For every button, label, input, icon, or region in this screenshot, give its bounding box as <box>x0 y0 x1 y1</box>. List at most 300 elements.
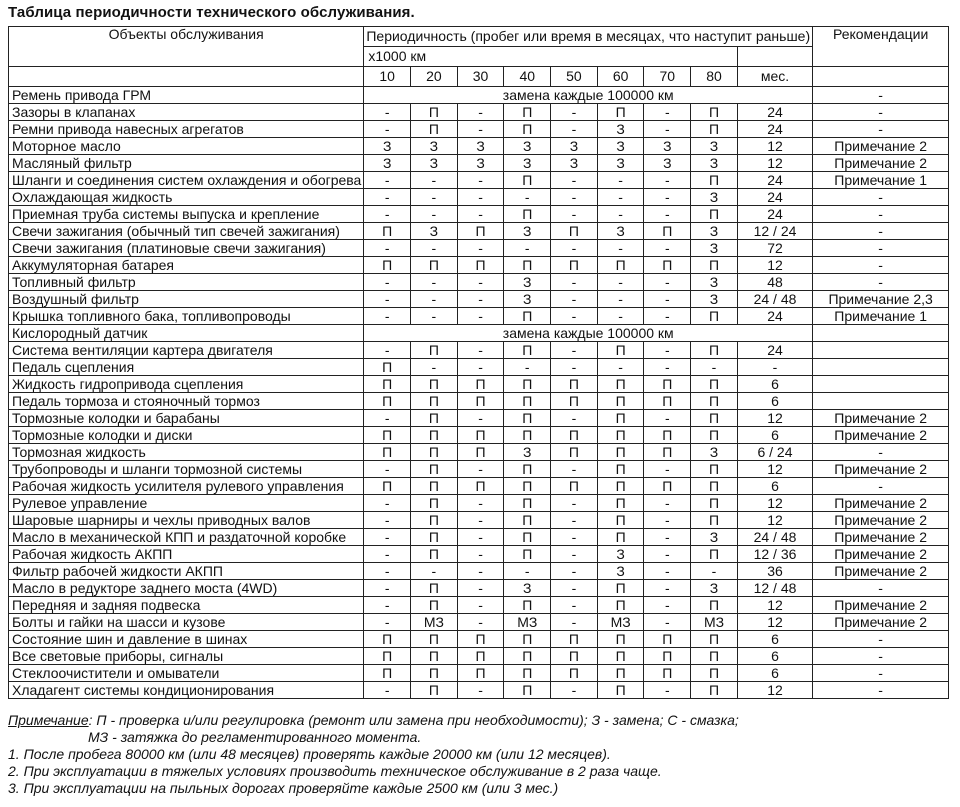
row-interval-cell: МЗ <box>597 614 644 631</box>
row-months-cell: 24 <box>737 206 812 223</box>
row-interval-cell: П <box>411 665 458 682</box>
row-interval-cell: З <box>691 529 738 546</box>
row-span-note: замена каждые 100000 км <box>364 87 813 104</box>
row-interval-cell: - <box>457 682 504 699</box>
row-months-cell: 72 <box>737 240 812 257</box>
row-months-cell: 6 <box>737 665 812 682</box>
row-interval-cell: П <box>504 376 551 393</box>
row-span-note: замена каждые 100000 км <box>364 325 813 342</box>
row-recommendation <box>813 325 949 342</box>
row-interval-cell: - <box>364 308 411 325</box>
row-interval-cell: П <box>457 257 504 274</box>
row-interval-cell: П <box>411 104 458 121</box>
row-interval-cell: - <box>551 580 598 597</box>
table-row <box>9 529 949 546</box>
row-recommendation <box>813 393 949 410</box>
row-object-name: Все световые приборы, сигналы <box>9 648 364 665</box>
row-interval-cell: - <box>457 614 504 631</box>
row-interval-cell: - <box>457 461 504 478</box>
row-object-name: Аккумуляторная батарея <box>9 257 364 274</box>
table-row <box>9 240 949 257</box>
row-interval-cell: - <box>411 563 458 580</box>
row-interval-cell: П <box>411 529 458 546</box>
row-months-cell: 12 <box>737 495 812 512</box>
row-recommendation: - <box>813 257 949 274</box>
row-interval-cell: МЗ <box>691 614 738 631</box>
row-interval-cell: П <box>504 495 551 512</box>
row-interval-cell: - <box>551 682 598 699</box>
table-row <box>9 325 949 342</box>
row-interval-cell: П <box>457 478 504 495</box>
row-interval-cell: - <box>644 291 691 308</box>
row-interval-cell: П <box>364 393 411 410</box>
row-interval-cell: - <box>551 121 598 138</box>
row-interval-cell: П <box>691 393 738 410</box>
row-interval-cell: - <box>551 597 598 614</box>
row-object-name: Воздушный фильтр <box>9 291 364 308</box>
row-interval-cell: П <box>504 682 551 699</box>
notes-legend-1: : П - проверка и/или регулировка (ремонт или замена при необходимости); З - замена; С - смазка; <box>88 712 739 728</box>
row-interval-cell: - <box>457 308 504 325</box>
row-interval-cell: - <box>597 189 644 206</box>
row-object-name: Трубопроводы и шланги тормозной системы <box>9 461 364 478</box>
row-recommendation: Примечание 2 <box>813 155 949 172</box>
row-interval-cell: - <box>644 512 691 529</box>
row-interval-cell: - <box>644 359 691 376</box>
row-interval-cell: П <box>364 427 411 444</box>
row-interval-cell: П <box>551 648 598 665</box>
row-interval-cell: П <box>644 376 691 393</box>
row-interval-cell: П <box>504 410 551 427</box>
row-interval-cell: - <box>504 240 551 257</box>
row-interval-cell: - <box>551 240 598 257</box>
row-interval-cell: П <box>691 665 738 682</box>
row-interval-cell: - <box>504 563 551 580</box>
row-interval-cell: - <box>551 495 598 512</box>
row-interval-cell: П <box>457 393 504 410</box>
row-interval-cell: П <box>644 223 691 240</box>
row-months-cell: 12 <box>737 682 812 699</box>
row-months-cell: 24 <box>737 172 812 189</box>
table-row <box>9 393 949 410</box>
table-row <box>9 189 949 206</box>
row-interval-cell: З <box>691 223 738 240</box>
row-recommendation: - <box>813 648 949 665</box>
table-row <box>9 223 949 240</box>
row-interval-cell: П <box>691 478 738 495</box>
row-object-name: Топливный фильтр <box>9 274 364 291</box>
row-recommendation: Примечание 2 <box>813 495 949 512</box>
row-object-name: Стеклоочистители и омыватели <box>9 665 364 682</box>
row-interval-cell: П <box>411 478 458 495</box>
table-row <box>9 614 949 631</box>
row-interval-cell: З <box>504 580 551 597</box>
row-object-name: Шланги и соединения систем охлаждения и обогрева <box>9 172 364 189</box>
row-interval-cell: - <box>364 172 411 189</box>
row-months-cell: 24 <box>737 342 812 359</box>
row-interval-cell: - <box>364 580 411 597</box>
row-interval-cell: П <box>364 444 411 461</box>
header-interval: 20 <box>411 67 458 87</box>
row-interval-cell: - <box>551 189 598 206</box>
row-interval-cell: - <box>364 104 411 121</box>
row-interval-cell: - <box>597 359 644 376</box>
row-interval-cell: - <box>644 563 691 580</box>
row-object-name: Зазоры в клапанах <box>9 104 364 121</box>
row-interval-cell: П <box>691 172 738 189</box>
row-interval-cell: П <box>457 427 504 444</box>
row-interval-cell: - <box>364 614 411 631</box>
row-interval-cell: П <box>457 444 504 461</box>
row-interval-cell: П <box>364 359 411 376</box>
row-interval-cell: - <box>364 563 411 580</box>
row-recommendation: Примечание 2 <box>813 597 949 614</box>
row-interval-cell: - <box>691 359 738 376</box>
row-recommendation: - <box>813 444 949 461</box>
header-interval: 80 <box>691 67 738 87</box>
row-interval-cell: П <box>504 121 551 138</box>
row-interval-cell: П <box>644 257 691 274</box>
row-months-cell: 36 <box>737 563 812 580</box>
row-interval-cell: П <box>691 682 738 699</box>
header-km-unit: x1000 км <box>364 47 738 67</box>
header-rec-blank <box>813 67 949 87</box>
row-object-name: Педаль сцепления <box>9 359 364 376</box>
header-months-label: мес. <box>737 67 812 87</box>
table-row <box>9 546 949 563</box>
row-interval-cell: П <box>457 223 504 240</box>
row-interval-cell: - <box>457 342 504 359</box>
row-interval-cell: З <box>364 138 411 155</box>
row-interval-cell: - <box>644 597 691 614</box>
row-interval-cell: З <box>691 138 738 155</box>
row-interval-cell: - <box>597 274 644 291</box>
row-interval-cell: П <box>691 121 738 138</box>
row-interval-cell: - <box>411 189 458 206</box>
row-interval-cell: - <box>457 274 504 291</box>
row-interval-cell: - <box>551 529 598 546</box>
row-interval-cell: П <box>411 682 458 699</box>
row-interval-cell: - <box>644 206 691 223</box>
row-recommendation: - <box>813 631 949 648</box>
row-object-name: Система вентиляции картера двигателя <box>9 342 364 359</box>
row-interval-cell: П <box>597 376 644 393</box>
row-interval-cell: - <box>644 189 691 206</box>
row-interval-cell: - <box>644 104 691 121</box>
row-interval-cell: З <box>411 223 458 240</box>
row-interval-cell: П <box>411 580 458 597</box>
table-row <box>9 563 949 580</box>
row-interval-cell: З <box>504 274 551 291</box>
row-interval-cell: - <box>364 512 411 529</box>
row-interval-cell: - <box>551 359 598 376</box>
row-object-name: Тормозная жидкость <box>9 444 364 461</box>
row-interval-cell: П <box>551 631 598 648</box>
row-interval-cell: П <box>644 478 691 495</box>
row-interval-cell: П <box>411 461 458 478</box>
row-interval-cell: П <box>504 665 551 682</box>
row-interval-cell: З <box>504 155 551 172</box>
row-interval-cell: П <box>364 478 411 495</box>
row-object-name: Рабочая жидкость АКПП <box>9 546 364 563</box>
row-interval-cell: - <box>364 342 411 359</box>
row-interval-cell: З <box>691 189 738 206</box>
row-object-name: Фильтр рабочей жидкости АКПП <box>9 563 364 580</box>
row-interval-cell: П <box>504 308 551 325</box>
row-object-name: Ремни привода навесных агрегатов <box>9 121 364 138</box>
row-interval-cell: З <box>411 155 458 172</box>
row-interval-cell: П <box>597 597 644 614</box>
table-row <box>9 682 949 699</box>
row-months-cell: 6 <box>737 631 812 648</box>
row-interval-cell: - <box>411 240 458 257</box>
row-interval-cell: П <box>504 546 551 563</box>
row-interval-cell: - <box>597 206 644 223</box>
row-months-cell: 12 / 36 <box>737 546 812 563</box>
row-interval-cell: П <box>457 631 504 648</box>
row-recommendation: Примечание 2 <box>813 512 949 529</box>
row-recommendation <box>813 376 949 393</box>
row-interval-cell: П <box>691 342 738 359</box>
row-interval-cell: П <box>691 410 738 427</box>
row-interval-cell: П <box>504 631 551 648</box>
row-months-cell: 24 / 48 <box>737 529 812 546</box>
row-interval-cell: З <box>691 155 738 172</box>
maintenance-table <box>8 26 949 699</box>
table-row <box>9 308 949 325</box>
row-interval-cell: П <box>504 512 551 529</box>
row-interval-cell: П <box>411 648 458 665</box>
row-interval-cell: З <box>597 563 644 580</box>
row-interval-cell: П <box>551 665 598 682</box>
row-interval-cell: П <box>504 206 551 223</box>
header-row-1 <box>9 27 949 47</box>
row-interval-cell: - <box>644 172 691 189</box>
row-object-name: Тормозные колодки и барабаны <box>9 410 364 427</box>
row-object-name: Масляный фильтр <box>9 155 364 172</box>
row-interval-cell: З <box>597 138 644 155</box>
row-interval-cell: П <box>411 597 458 614</box>
row-interval-cell: - <box>411 274 458 291</box>
row-object-name: Масло в редукторе заднего моста (4WD) <box>9 580 364 597</box>
table-row <box>9 155 949 172</box>
row-interval-cell: П <box>411 427 458 444</box>
row-interval-cell: З <box>691 274 738 291</box>
row-interval-cell: - <box>411 359 458 376</box>
row-interval-cell: П <box>691 512 738 529</box>
header-interval: 10 <box>364 67 411 87</box>
row-interval-cell: - <box>644 614 691 631</box>
row-interval-cell: - <box>551 614 598 631</box>
row-months-cell: 48 <box>737 274 812 291</box>
table-row <box>9 121 949 138</box>
row-recommendation: - <box>813 274 949 291</box>
table-row <box>9 87 949 104</box>
row-interval-cell: З <box>504 444 551 461</box>
row-interval-cell: - <box>597 240 644 257</box>
table-row <box>9 597 949 614</box>
row-interval-cell: МЗ <box>504 614 551 631</box>
row-interval-cell: П <box>691 597 738 614</box>
note-2: 2. При эксплуатации в тяжелых условиях производить техническое обслуживание в 2 раза чаще. <box>8 763 662 779</box>
row-months-cell: 24 <box>737 189 812 206</box>
row-months-cell: 6 <box>737 427 812 444</box>
row-months-cell: 24 / 48 <box>737 291 812 308</box>
row-recommendation <box>813 342 949 359</box>
row-interval-cell: З <box>457 155 504 172</box>
row-interval-cell: З <box>691 580 738 597</box>
row-interval-cell: П <box>364 376 411 393</box>
row-interval-cell: - <box>597 291 644 308</box>
table-row <box>9 444 949 461</box>
row-interval-cell: П <box>504 648 551 665</box>
header-row-3 <box>9 67 949 87</box>
table-row <box>9 104 949 121</box>
row-object-name: Передняя и задняя подвеска <box>9 597 364 614</box>
row-interval-cell: П <box>597 682 644 699</box>
row-interval-cell: П <box>597 631 644 648</box>
row-interval-cell: - <box>364 529 411 546</box>
row-interval-cell: П <box>411 546 458 563</box>
row-interval-cell: З <box>691 291 738 308</box>
row-interval-cell: - <box>644 274 691 291</box>
row-interval-cell: - <box>551 461 598 478</box>
row-interval-cell: - <box>644 461 691 478</box>
table-row <box>9 291 949 308</box>
row-recommendation: Примечание 2,3 <box>813 291 949 308</box>
row-interval-cell: - <box>551 546 598 563</box>
header-objects: Объекты обслуживания <box>9 27 364 67</box>
row-recommendation <box>813 359 949 376</box>
row-interval-cell: П <box>411 376 458 393</box>
row-interval-cell: - <box>411 206 458 223</box>
row-interval-cell: П <box>597 427 644 444</box>
row-recommendation: Примечание 2 <box>813 410 949 427</box>
row-recommendation: Примечание 2 <box>813 138 949 155</box>
row-interval-cell: П <box>644 665 691 682</box>
row-interval-cell: П <box>504 597 551 614</box>
row-interval-cell: П <box>551 393 598 410</box>
row-interval-cell: - <box>364 291 411 308</box>
row-interval-cell: - <box>504 359 551 376</box>
row-interval-cell: - <box>597 172 644 189</box>
row-interval-cell: П <box>411 512 458 529</box>
table-row <box>9 580 949 597</box>
row-months-cell: 12 <box>737 614 812 631</box>
row-interval-cell: - <box>457 359 504 376</box>
row-object-name: Педаль тормоза и стояночный тормоз <box>9 393 364 410</box>
notes-legend-2: МЗ - затяжка до регламентированного момента. <box>88 729 422 745</box>
row-interval-cell: З <box>551 138 598 155</box>
row-interval-cell: П <box>597 512 644 529</box>
row-months-cell: 12 <box>737 410 812 427</box>
row-interval-cell: - <box>644 546 691 563</box>
row-object-name: Рулевое управление <box>9 495 364 512</box>
table-row <box>9 512 949 529</box>
row-interval-cell: П <box>691 495 738 512</box>
row-interval-cell: П <box>364 223 411 240</box>
row-interval-cell: - <box>457 563 504 580</box>
row-interval-cell: З <box>644 138 691 155</box>
row-interval-cell: МЗ <box>411 614 458 631</box>
header-interval: 30 <box>457 67 504 87</box>
row-interval-cell: П <box>411 444 458 461</box>
row-interval-cell: - <box>644 495 691 512</box>
row-interval-cell: - <box>364 410 411 427</box>
row-recommendation: Примечание 2 <box>813 546 949 563</box>
row-interval-cell: - <box>364 597 411 614</box>
row-interval-cell: П <box>691 427 738 444</box>
table-row <box>9 427 949 444</box>
row-interval-cell: - <box>597 308 644 325</box>
row-months-cell: 6 <box>737 648 812 665</box>
row-months-cell: 12 <box>737 155 812 172</box>
row-interval-cell: П <box>411 342 458 359</box>
row-months-cell: 12 <box>737 597 812 614</box>
row-recommendation: - <box>813 682 949 699</box>
row-interval-cell: - <box>364 546 411 563</box>
row-interval-cell: - <box>457 121 504 138</box>
row-interval-cell: З <box>364 155 411 172</box>
row-interval-cell: П <box>597 495 644 512</box>
row-interval-cell: П <box>364 257 411 274</box>
row-object-name: Масло в механической КПП и раздаточной коробке <box>9 529 364 546</box>
row-interval-cell: П <box>644 648 691 665</box>
row-interval-cell: П <box>597 410 644 427</box>
row-interval-cell: П <box>597 580 644 597</box>
row-interval-cell: - <box>551 308 598 325</box>
row-interval-cell: - <box>504 189 551 206</box>
row-interval-cell: - <box>644 308 691 325</box>
row-interval-cell: - <box>644 580 691 597</box>
row-interval-cell: П <box>504 257 551 274</box>
row-interval-cell: П <box>597 665 644 682</box>
row-interval-cell: - <box>551 410 598 427</box>
row-interval-cell: П <box>364 648 411 665</box>
row-object-name: Тормозные колодки и диски <box>9 427 364 444</box>
table-row <box>9 274 949 291</box>
row-interval-cell: - <box>411 172 458 189</box>
row-interval-cell: - <box>364 121 411 138</box>
table-row <box>9 478 949 495</box>
row-interval-cell: - <box>457 410 504 427</box>
notes-label: Примечание <box>8 712 89 728</box>
row-months-cell: 24 <box>737 308 812 325</box>
row-months-cell: 6 <box>737 376 812 393</box>
table-row <box>9 495 949 512</box>
row-interval-cell: П <box>644 393 691 410</box>
row-interval-cell: - <box>364 240 411 257</box>
row-interval-cell: - <box>644 682 691 699</box>
row-interval-cell: П <box>364 665 411 682</box>
row-interval-cell: З <box>457 138 504 155</box>
row-interval-cell: - <box>551 342 598 359</box>
row-months-cell: - <box>737 359 812 376</box>
row-months-cell: 12 <box>737 512 812 529</box>
row-interval-cell: - <box>551 563 598 580</box>
row-interval-cell: П <box>364 631 411 648</box>
row-interval-cell: - <box>457 580 504 597</box>
row-interval-cell: П <box>597 648 644 665</box>
row-recommendation: - <box>813 87 949 104</box>
note-3: 3. При эксплуатации на пыльных дорогах проверяйте каждые 2500 км (или 3 мес.) <box>8 780 559 796</box>
row-object-name: Крышка топливного бака, топливопроводы <box>9 308 364 325</box>
row-interval-cell: П <box>504 393 551 410</box>
table-row <box>9 376 949 393</box>
page-title: Таблица периодичности технического обслуживания. <box>8 4 415 21</box>
row-interval-cell: П <box>411 495 458 512</box>
row-interval-cell: - <box>551 172 598 189</box>
